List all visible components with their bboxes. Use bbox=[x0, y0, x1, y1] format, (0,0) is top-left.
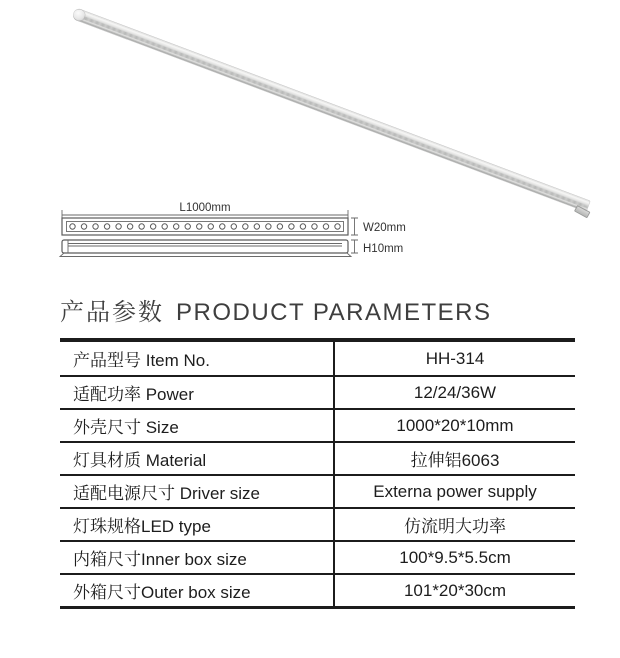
spec-label: 灯珠规格LED type bbox=[73, 517, 211, 536]
spec-label: 内箱尺寸Inner box size bbox=[73, 550, 247, 569]
spec-label: 产品型号 Item No. bbox=[73, 351, 210, 370]
table-row bbox=[60, 573, 575, 606]
spec-value: 仿流明大功率 bbox=[333, 509, 575, 540]
table-row bbox=[60, 507, 575, 540]
product-photo bbox=[0, 0, 620, 212]
spec-label: 适配功率 Power bbox=[73, 385, 194, 404]
spec-value: 拉伸铝6063 bbox=[333, 443, 575, 474]
dimension-diagram bbox=[50, 195, 420, 270]
spec-value: 12/24/36W bbox=[333, 377, 575, 408]
height-dimension-label: H10mm bbox=[363, 243, 404, 255]
table-row bbox=[60, 408, 575, 441]
led-bar-mounting-foot bbox=[574, 205, 591, 218]
spec-table bbox=[60, 338, 575, 609]
spec-label: 外壳尺寸 Size bbox=[73, 418, 179, 437]
diagram-top-view bbox=[62, 218, 348, 235]
section-title-en: PRODUCT PARAMETERS bbox=[176, 299, 492, 326]
table-row bbox=[60, 375, 575, 408]
spec-value: 100*9.5*5.5cm bbox=[333, 542, 575, 573]
table-row bbox=[60, 342, 575, 375]
table-row bbox=[60, 441, 575, 474]
diagram-side-view bbox=[60, 240, 351, 257]
spec-value: Externa power supply bbox=[333, 476, 575, 507]
spec-label: 适配电源尺寸 Driver size bbox=[73, 484, 261, 503]
spec-value: HH-314 bbox=[333, 342, 575, 375]
table-row bbox=[60, 474, 575, 507]
spec-label: 灯具材质 Material bbox=[73, 451, 207, 470]
spec-value: 101*20*30cm bbox=[333, 575, 575, 606]
led-bar-image bbox=[73, 8, 590, 211]
spec-label: 外箱尺寸Outer box size bbox=[73, 583, 251, 602]
section-header bbox=[60, 292, 491, 327]
spec-value: 1000*20*10mm bbox=[333, 410, 575, 441]
section-title-zh: 产品参数 bbox=[60, 299, 164, 326]
table-row bbox=[60, 540, 575, 573]
led-bar-texture bbox=[80, 15, 584, 207]
width-dimension-label: W20mm bbox=[363, 222, 406, 234]
length-dimension-label: L1000mm bbox=[179, 202, 231, 214]
led-dot-row bbox=[70, 224, 340, 229]
